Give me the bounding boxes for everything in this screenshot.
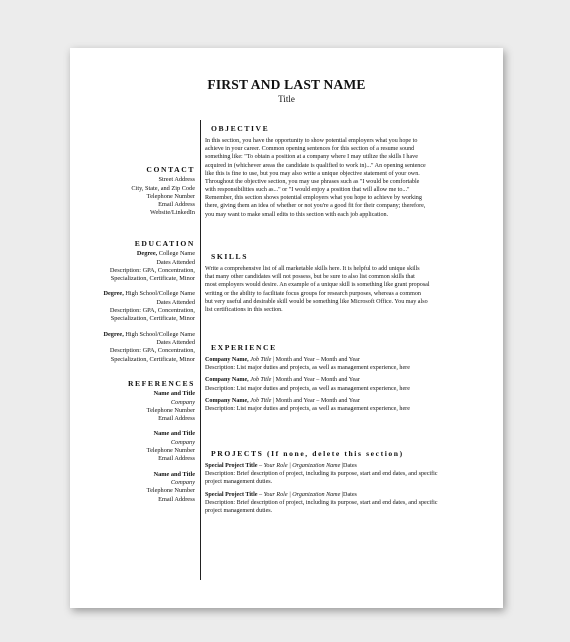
contact-phone: Telephone Number bbox=[146, 192, 195, 200]
experience-heading: EXPERIENCE bbox=[211, 343, 277, 352]
education-entry: Degree, High School/College Name Dates Attended Description: GPA, Concentration, Specialization, Certificate, Minor bbox=[103, 330, 195, 363]
education-section bbox=[78, 240, 195, 371]
education-entry: Degree, High School/College Name Dates Attended Description: GPA, Concentration, Specialization, Certificate, Minor bbox=[103, 290, 195, 323]
objective-heading: OBJECTIVE bbox=[211, 124, 270, 133]
experience-section bbox=[205, 344, 490, 417]
resume-title: Title bbox=[278, 94, 295, 104]
experience-entry: Company Name, Job Title | Month and Year – Month and Year Description: List major duties and projects, as well as management experience, here bbox=[205, 397, 410, 412]
reference-entry: Name and Title Company Telephone Number Email Address bbox=[146, 390, 195, 423]
education-entry: Degree, College Name Dates Attended Description: GPA, Concentration, Specialization, Certificate, Minor bbox=[109, 250, 195, 283]
references-heading: REFERENCES bbox=[127, 379, 195, 388]
contact-heading: CONTACT bbox=[146, 165, 195, 174]
education-heading: EDUCATION bbox=[134, 239, 195, 248]
projects-section bbox=[205, 450, 490, 519]
column-divider bbox=[200, 120, 201, 580]
skills-section: SKILLS Write a comprehensive list of all marketable skills here. It is helpful to add unique skills that many other candidates will not possess, but be sure to also list common skills that most employers would desire. An example of a unique skill is something like grant proposal writing or the ability to facilitate focus groups for research purposes, whereas a common but very useful and desirable skill would be something like Microsoft Office. You may also list certifications in this section. bbox=[205, 253, 490, 314]
contact-street: Street Address bbox=[158, 176, 195, 184]
project-entry: Special Project Title – Your Role | Organization Name |Dates Description: Brief description of project, including its purpose, start and end dates, and specific project management duties. bbox=[205, 463, 438, 486]
contact-email: Email Address bbox=[158, 201, 195, 209]
experience-entry: Company Name, Job Title | Month and Year – Month and Year Description: List major duties and projects, as well as management experience, here bbox=[205, 357, 410, 372]
references-section bbox=[78, 380, 195, 511]
contact-section bbox=[78, 166, 195, 218]
contact-city: City, State, and Zip Code bbox=[131, 184, 195, 192]
contact-website: Website/LinkedIn bbox=[150, 209, 195, 217]
reference-entry: Name and Title Company Telephone Number Email Address bbox=[146, 430, 195, 463]
projects-heading: PROJECTS (If none, delete this section) bbox=[211, 449, 404, 458]
project-entry: Special Project Title – Your Role | Organization Name |Dates Description: Brief description of project, including its purpose, start and end dates, and specific project management duties. bbox=[205, 491, 438, 514]
experience-entry: Company Name, Job Title | Month and Year – Month and Year Description: List major duties and projects, as well as management experience, here bbox=[205, 377, 410, 392]
resume-name: FIRST AND LAST NAME bbox=[207, 77, 366, 92]
skills-heading: SKILLS bbox=[211, 252, 249, 261]
resume-page bbox=[70, 48, 503, 608]
objective-section: OBJECTIVE In this section, you have the opportunity to show potential employers what you hope to achieve in your career. Common opening sentences for this section of a resume sound something like: "To obtain a position at a company where I may utilize the skills I have acquired in (whichever areas the candidate is qualified to work in)..." An opening sentence like this is fine to use, but you may also write a unique objective statement of your own. Throughout the objective section, you may use phrases such as "I would be comfortable with responsibilities such as..." or "I would enjoy a position that will allow me to..." Remember, this section shows potential employers what you hope to achieve by working there, giving them an idea of whether or not you're a good fit for their company; therefore, you may want to make small edits to this section with each job application. bbox=[205, 125, 490, 219]
reference-entry: Name and Title Company Telephone Number Email Address bbox=[146, 470, 195, 503]
